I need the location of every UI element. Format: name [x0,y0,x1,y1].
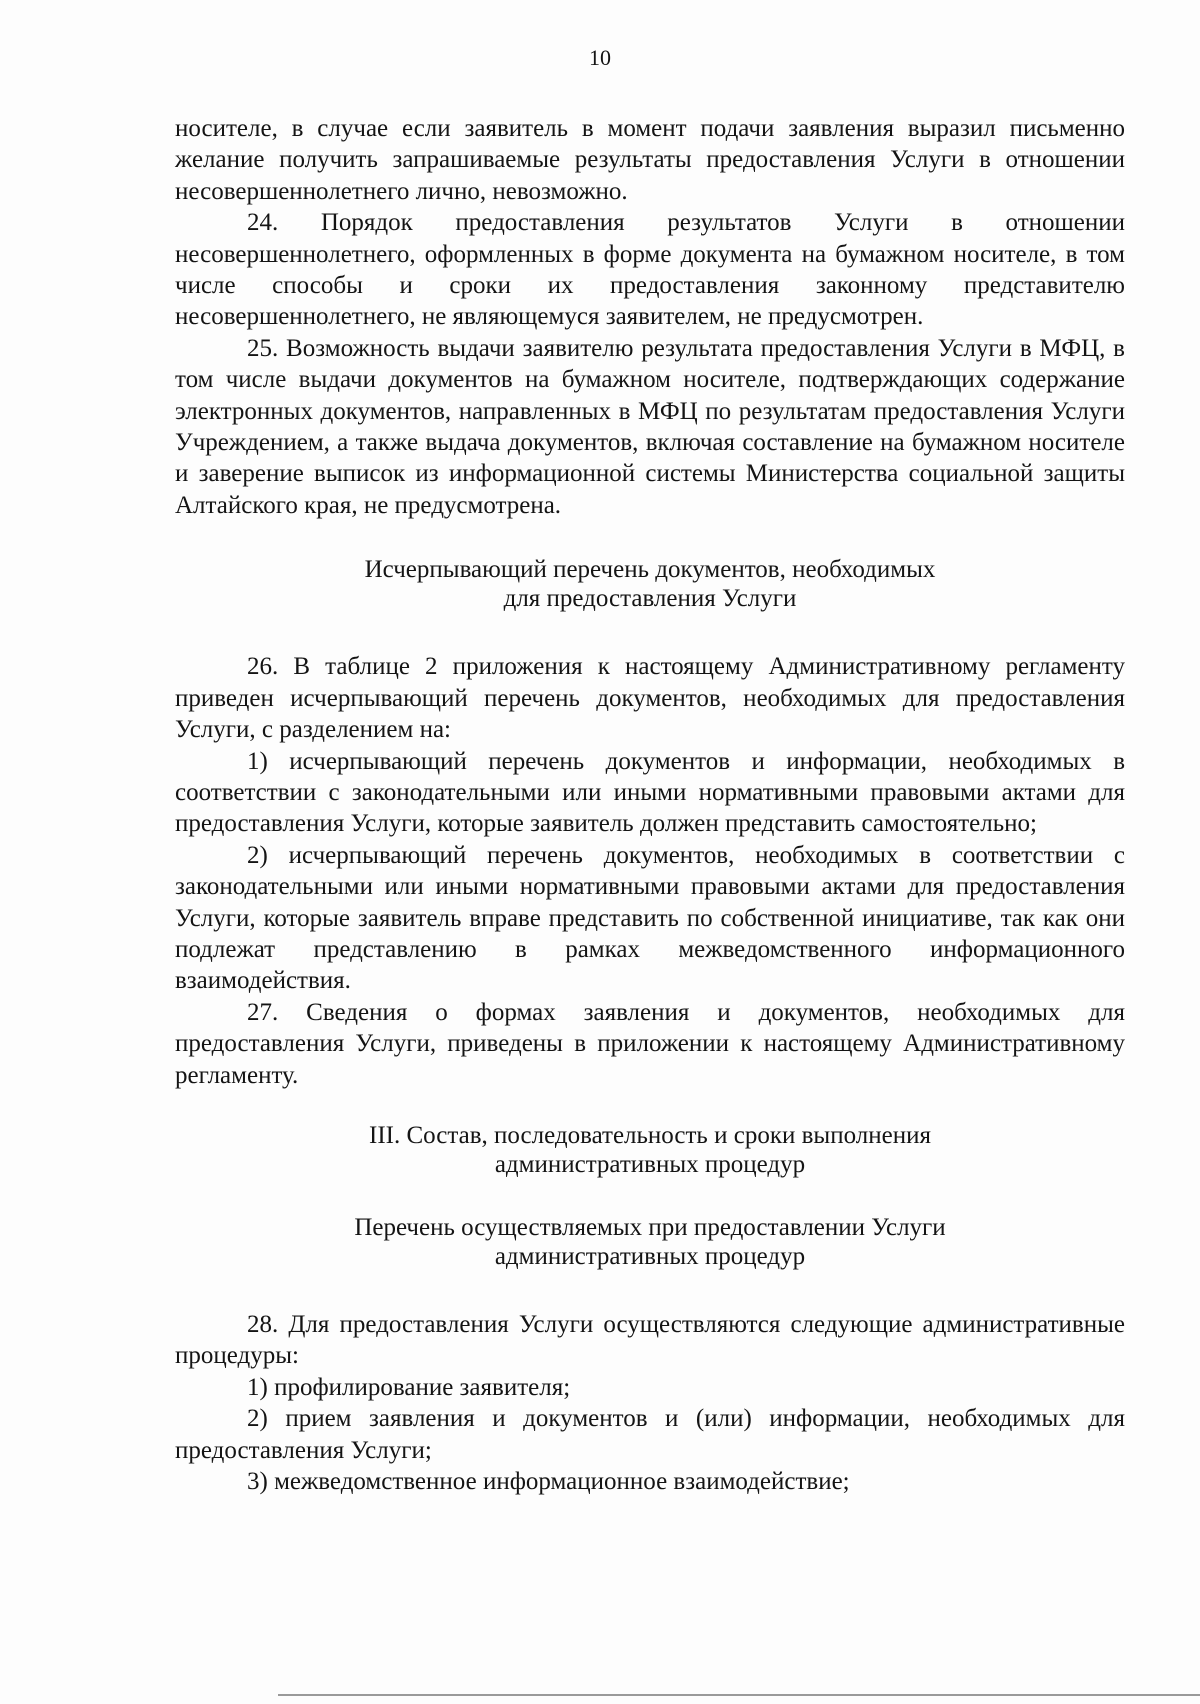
paragraph-25: 25. Возможность выдачи заявителю результата предоставления Услуги в МФЦ, в том числе выдачи документов на бумажном носителе, подтверждающих содержание электронных документов, направленных в МФЦ по результатам предоставления Услуги Учреждением, а также выдача документов, включая составление на бумажном носителе и заверение выписок из информационной системы Министерства социальной защиты Алтайского края, не предусмотрена. [175,334,1125,519]
paragraph-group-top [175,113,1125,521]
heading-line: Исчерпывающий перечень документов, необходимых [364,556,936,584]
list-item: 1) исчерпывающий перечень документов и информации, необходимых в соответствии с законодательными или иными нормативными правовыми актами для предоставления Услуги, которые заявитель должен представить самостоятельно; [175,747,1125,838]
document-body [175,113,1125,1497]
list-item: 3) межведомственное информационное взаимодействие; [247,1468,850,1495]
list-item: 2) прием заявления и документов и (или) информации, необходимых для предоставления Услуги; [175,1405,1125,1464]
paragraph-28: 28. Для предоставления Услуги осуществляются следующие административные процедуры: [175,1310,1125,1370]
heading-line: Перечень осуществляемых при предоставлении Услуги [354,1213,946,1241]
section-heading-procedures [175,1213,1125,1271]
scan-edge-line [278,1694,1200,1696]
heading-line: административных процедур [494,1242,806,1270]
page-number: 10 [589,45,611,70]
heading-line: для предоставления Услуги [503,585,797,613]
list-item: 2) исчерпывающий перечень документов, необходимых в соответствии с законодательными или иными нормативными правовыми актами для предоставления Услуги, которые заявитель вправе представить по собственной инициативе, так как они подлежат представлению в рамках межведомственного информационного взаимодействия. [175,841,1125,995]
heading-line: III. Состав, последовательность и сроки выполнения [369,1121,931,1149]
section-heading-documents [175,555,1125,613]
heading-line: административных процедур [494,1150,806,1178]
section-heading-3 [175,1121,1125,1179]
paragraph-27: 27. Сведения о формах заявления и документов, необходимых для предоставления Услуги, приведены в приложении к настоящему Административному регламенту. [175,998,1125,1089]
paragraph-24: 24. Порядок предоставления результатов Услуги в отношении несовершеннолетнего, оформленных в форме документа на бумажном носителе, в том числе способы и сроки их предоставления законному представителю несовершеннолетнего, не являющемуся заявителем, не предусмотрен. [175,209,1125,331]
paragraph-group-procedures [175,1309,1125,1497]
list-item: 1) профилирование заявителя; [247,1373,571,1401]
paragraph: носителе, в случае если заявитель в момент подачи заявления выразил письменно желание получить запрашиваемые результаты предоставления Услуги в отношении несовершеннолетнего лично, невозможно. [175,115,1125,205]
paragraph-group-documents [175,651,1125,1091]
paragraph-26: 26. В таблице 2 приложения к настоящему Административному регламенту приведен исчерпывающий перечень документов, необходимых для предоставления Услуги, с разделением на: [175,653,1125,744]
